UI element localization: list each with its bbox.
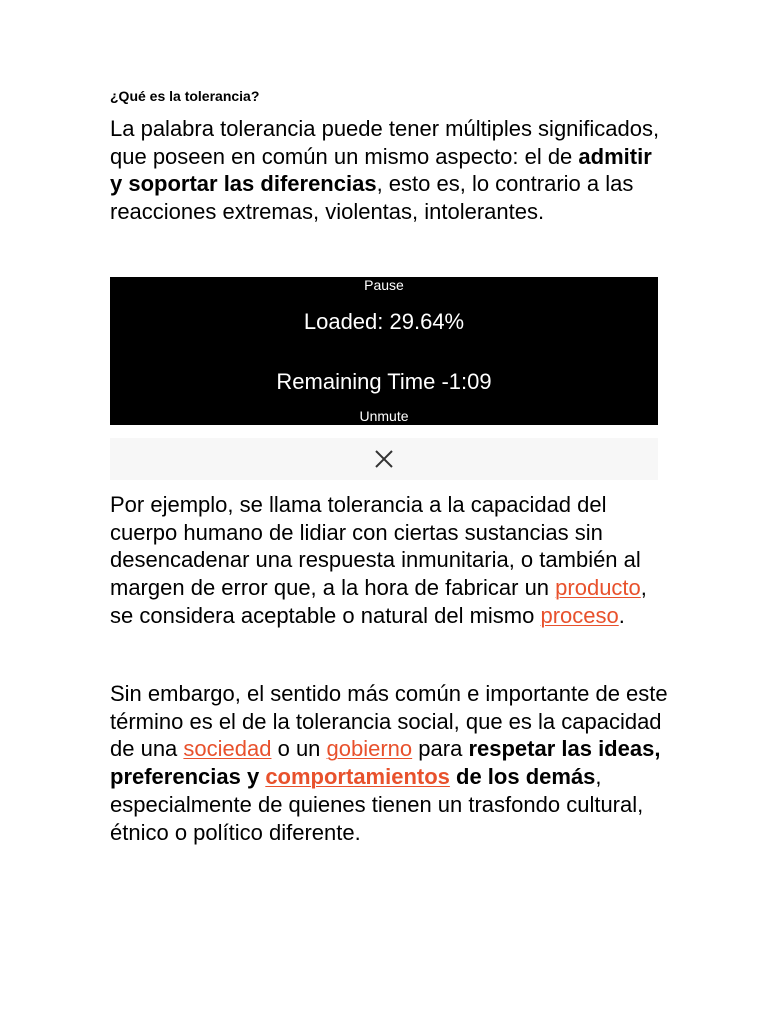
- video-player[interactable]: [110, 277, 658, 425]
- article-heading: ¿Qué es la tolerancia?: [110, 88, 260, 104]
- paragraph-1: [110, 115, 670, 226]
- link-producto[interactable]: producto: [555, 575, 641, 601]
- link-comportamientos[interactable]: comportamientos: [265, 764, 450, 790]
- paragraph-3-bold-2: de los demás: [449, 764, 596, 790]
- paragraph-3-bold-link: [265, 764, 450, 789]
- link-sociedad[interactable]: sociedad: [183, 736, 272, 762]
- paragraph-2-text-1: Por ejemplo, se llama tolerancia a la capacidad del cuerpo humano de lidiar con ciertas sustancias sin desencadenar una respuesta inmunitaria, o también al margen de error que, a la hora de fabricar un: [110, 492, 641, 601]
- paragraph-2-text-2: , se considera aceptable o natural del mismo: [110, 575, 647, 628]
- loaded-progress-text: Loaded: 29.64%: [303, 309, 465, 334]
- unmute-button[interactable]: Unmute: [359, 408, 409, 424]
- pause-button[interactable]: Pause: [364, 277, 404, 293]
- paragraph-1-bold-1: admitir y soportar las diferencias: [110, 143, 652, 197]
- paragraph-1-text-2: , esto es, lo contrario a las reacciones extremas, violentas, intolerantes.: [110, 171, 634, 225]
- paragraph-3-text-4: , especialmente de quienes tienen un trasfondo cultural, étnico o político diferente.: [110, 764, 644, 845]
- paragraph-2-text-3: .: [618, 602, 625, 628]
- paragraph-3-bold-1: respetar las ideas, preferencias y: [110, 736, 661, 790]
- paragraph-3-text-3: para: [412, 736, 469, 762]
- paragraph-3-text-1: Sin embargo, el sentido más común e importante de este término es el de la tolerancia social, que es la capacidad de una: [110, 681, 668, 762]
- paragraph-3-text-2: o un: [271, 736, 327, 762]
- paragraph-2: [110, 491, 670, 630]
- link-proceso[interactable]: proceso: [540, 602, 619, 628]
- paragraph-1-text-1: La palabra tolerancia puede tener múltiples significados, que poseen en común un mismo aspecto: el de: [110, 116, 660, 169]
- ad-close-bar: [110, 438, 658, 480]
- link-gobierno[interactable]: gobierno: [326, 736, 413, 762]
- paragraph-3: [110, 680, 670, 846]
- close-icon[interactable]: [374, 449, 394, 469]
- remaining-time-text: Remaining Time -1:09: [276, 369, 492, 394]
